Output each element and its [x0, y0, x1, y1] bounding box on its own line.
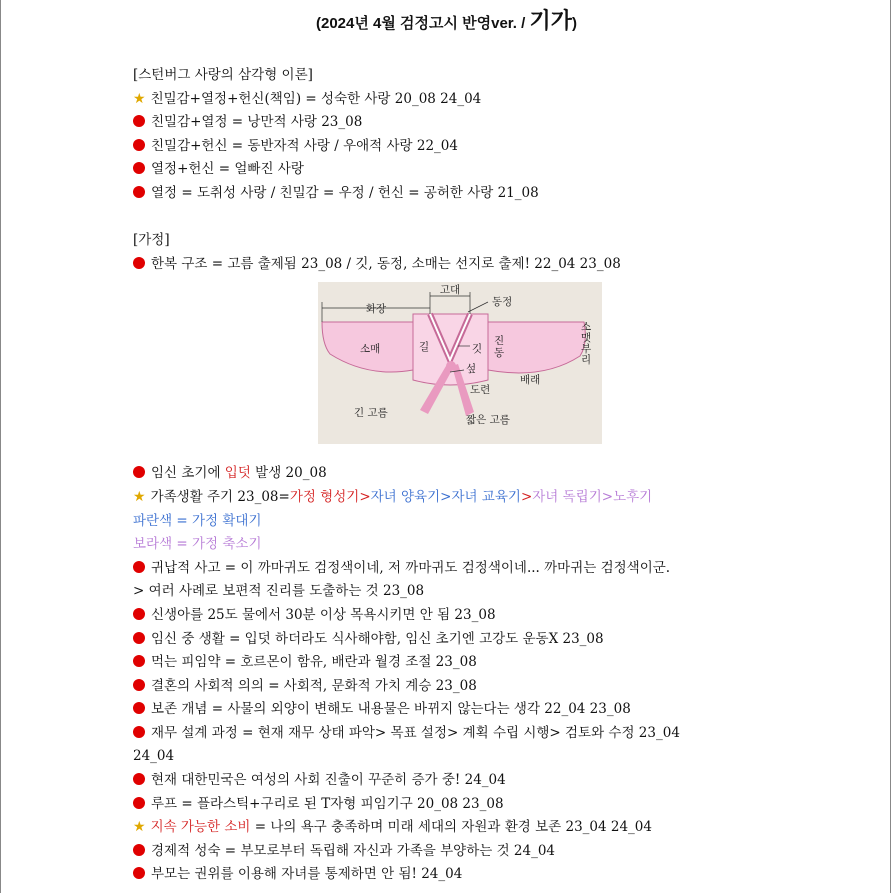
stage-child-independence: 자녀 독립기 — [532, 488, 602, 505]
label-jindong: 진 동 — [494, 335, 505, 359]
stage-formation: 가정 형성기 — [289, 488, 360, 505]
arrow-text: > — [440, 488, 452, 505]
item-text: 재무 설계 과정 = 현재 재무 상태 파악> 목표 설정> 계획 수립 시행> 검토와 수정 23_04 — [151, 724, 680, 741]
stage-child-education: 자녀 교육기 — [451, 488, 521, 505]
label-jjalbeun-goreum: 짧은 고름 — [466, 414, 510, 426]
label-somae: 소매 — [360, 343, 381, 355]
list-item — [133, 88, 773, 112]
item-text: 친밀감+열정+헌신(책임) = 성숙한 사랑 20_08 24_04 — [150, 90, 482, 107]
label-doryeon: 도련 — [470, 384, 491, 396]
list-item — [133, 863, 773, 887]
item-text: 임신 중 생활 = 입덧 하더라도 식사해야함, 임신 초기엔 고강도 운동X 23_08 — [151, 630, 604, 647]
item-text: 신생아를 25도 물에서 30분 이상 목욕시키면 안 됨 23_08 — [151, 606, 496, 623]
red-dot-icon — [133, 702, 145, 714]
label-baerae: 배래 — [520, 374, 541, 386]
red-dot-icon — [133, 139, 145, 151]
list-item — [133, 651, 773, 675]
item-text: 보존 개념 = 사물의 외양이 변해도 내용물은 바뀌지 않는다는 생각 22_04 23_08 — [151, 701, 631, 718]
red-dot-icon — [133, 632, 145, 644]
item-text: 친밀감+헌신 = 동반자적 사랑 / 우애적 사랑 22_04 — [151, 137, 458, 154]
arrow-text: > — [520, 488, 533, 505]
label-gil: 길 — [419, 341, 430, 353]
purple-legend: 보라색 = 가정 축소기 — [133, 536, 262, 553]
label-gin-goreum: 긴 고름 — [354, 407, 388, 419]
red-dot-icon — [133, 115, 145, 127]
list-item — [133, 698, 773, 722]
list-item — [133, 793, 773, 817]
red-dot-icon — [133, 726, 145, 738]
list-item — [133, 840, 773, 864]
label-dongjeong: 동정 — [492, 296, 513, 308]
red-dot-icon — [133, 186, 145, 198]
list-item — [133, 158, 773, 182]
list-item — [133, 557, 773, 581]
red-dot-icon — [133, 466, 145, 478]
item-text: 먹는 피임약 = 호르몬이 함유, 배란과 월경 조절 23_08 — [151, 654, 477, 671]
red-dot-icon — [133, 561, 145, 573]
red-dot-icon — [133, 867, 145, 879]
arrow-text: > — [601, 488, 614, 505]
blue-legend: 파란색 = 가정 확대기 — [133, 512, 262, 529]
notes-content — [133, 64, 773, 887]
item-text: 현재 대한민국은 여성의 사회 진출이 꾸준히 증가 중! 24_04 — [151, 772, 506, 789]
stage-child-rearing: 자녀 양육기 — [370, 488, 441, 505]
title-text: (2024년 4월 검정고시 반영ver. / — [315, 15, 526, 32]
star-icon: ★ — [133, 488, 146, 505]
label-somaetburi: 소 맷 부 리 — [581, 321, 592, 366]
hanbok-diagram — [318, 282, 602, 444]
love-section-header: [스턴버그 사랑의 삼각형 이론] — [133, 67, 313, 83]
list-item — [133, 769, 773, 793]
item-text: 발생 20_08 — [250, 465, 327, 482]
list-item — [133, 816, 773, 840]
star-icon: ★ — [133, 819, 146, 836]
red-dot-icon — [133, 257, 145, 269]
red-dot-icon — [133, 797, 145, 809]
list-item — [133, 253, 773, 277]
list-item-continued: > 여러 사례로 보편적 진리를 도출하는 것 23_08 — [133, 583, 425, 600]
item-text: 부모는 권위를 이용해 자녀를 통제하면 안 됨! 24_04 — [151, 866, 463, 883]
item-text: = 나의 욕구 충족하며 미래 세대의 자원과 환경 보존 23_04 24_04 — [250, 819, 652, 836]
label-hwajang: 화장 — [365, 303, 387, 315]
label-seop: 섶 — [466, 363, 477, 375]
red-dot-icon — [133, 679, 145, 691]
item-text: 한복 구조 = 고름 출제됨 23_08 / 깃, 동정, 소매는 선지로 출제! 22_04 23_08 — [151, 255, 621, 272]
list-item — [133, 135, 773, 159]
list-item-continued: 24_04 — [133, 748, 175, 765]
highlight-text: 입덧 — [224, 465, 251, 482]
item-text: 친밀감+열정 = 낭만적 사랑 23_08 — [151, 114, 363, 131]
item-text: 가족생활 주기 23_08= — [150, 488, 290, 505]
list-item — [133, 604, 773, 628]
item-text: 열정+헌신 = 얼빠진 사랑 — [151, 161, 304, 178]
label-godae: 고대 — [439, 284, 461, 296]
list-item — [133, 675, 773, 699]
list-item — [133, 462, 773, 486]
label-git: 깃 — [472, 343, 483, 355]
item-text: 임신 초기에 — [151, 465, 225, 482]
stage-old-age: 노후기 — [613, 488, 653, 505]
red-dot-icon — [133, 162, 145, 174]
item-text: 경제적 성숙 = 부모로부터 독립해 자신과 가족을 부양하는 것 24_04 — [151, 842, 556, 859]
red-dot-icon — [133, 773, 145, 785]
list-item — [133, 111, 773, 135]
list-item — [133, 182, 773, 206]
ribbon-knot — [446, 361, 456, 371]
title-subject: 기가 — [529, 8, 572, 33]
page-title — [0, 6, 893, 39]
red-dot-icon — [133, 608, 145, 620]
list-item — [133, 486, 773, 510]
list-item — [133, 628, 773, 652]
red-dot-icon — [133, 844, 145, 856]
home-section-header: [가정] — [133, 232, 170, 249]
item-text: 결혼의 사회적 의의 = 사회적, 문화적 가치 계승 23_08 — [151, 677, 477, 694]
highlight-text: 지속 가능한 소비 — [150, 819, 251, 836]
item-text: 루프 = 플라스틱+구리로 된 T자형 피임기구 20_08 23_08 — [151, 795, 504, 812]
item-text: 귀납적 사고 = 이 까마귀도 검정색이네, 저 까마귀도 검정색이네... 까마귀는 검정색이군. — [151, 559, 671, 576]
red-dot-icon — [133, 655, 145, 667]
star-icon: ★ — [133, 90, 146, 107]
arrow-text: > — [359, 488, 371, 505]
item-text: 열정 = 도취성 사랑 / 친밀감 = 우정 / 헌신 = 공허한 사랑 21_08 — [151, 184, 539, 201]
title-close: ) — [572, 15, 577, 32]
list-item — [133, 722, 773, 746]
